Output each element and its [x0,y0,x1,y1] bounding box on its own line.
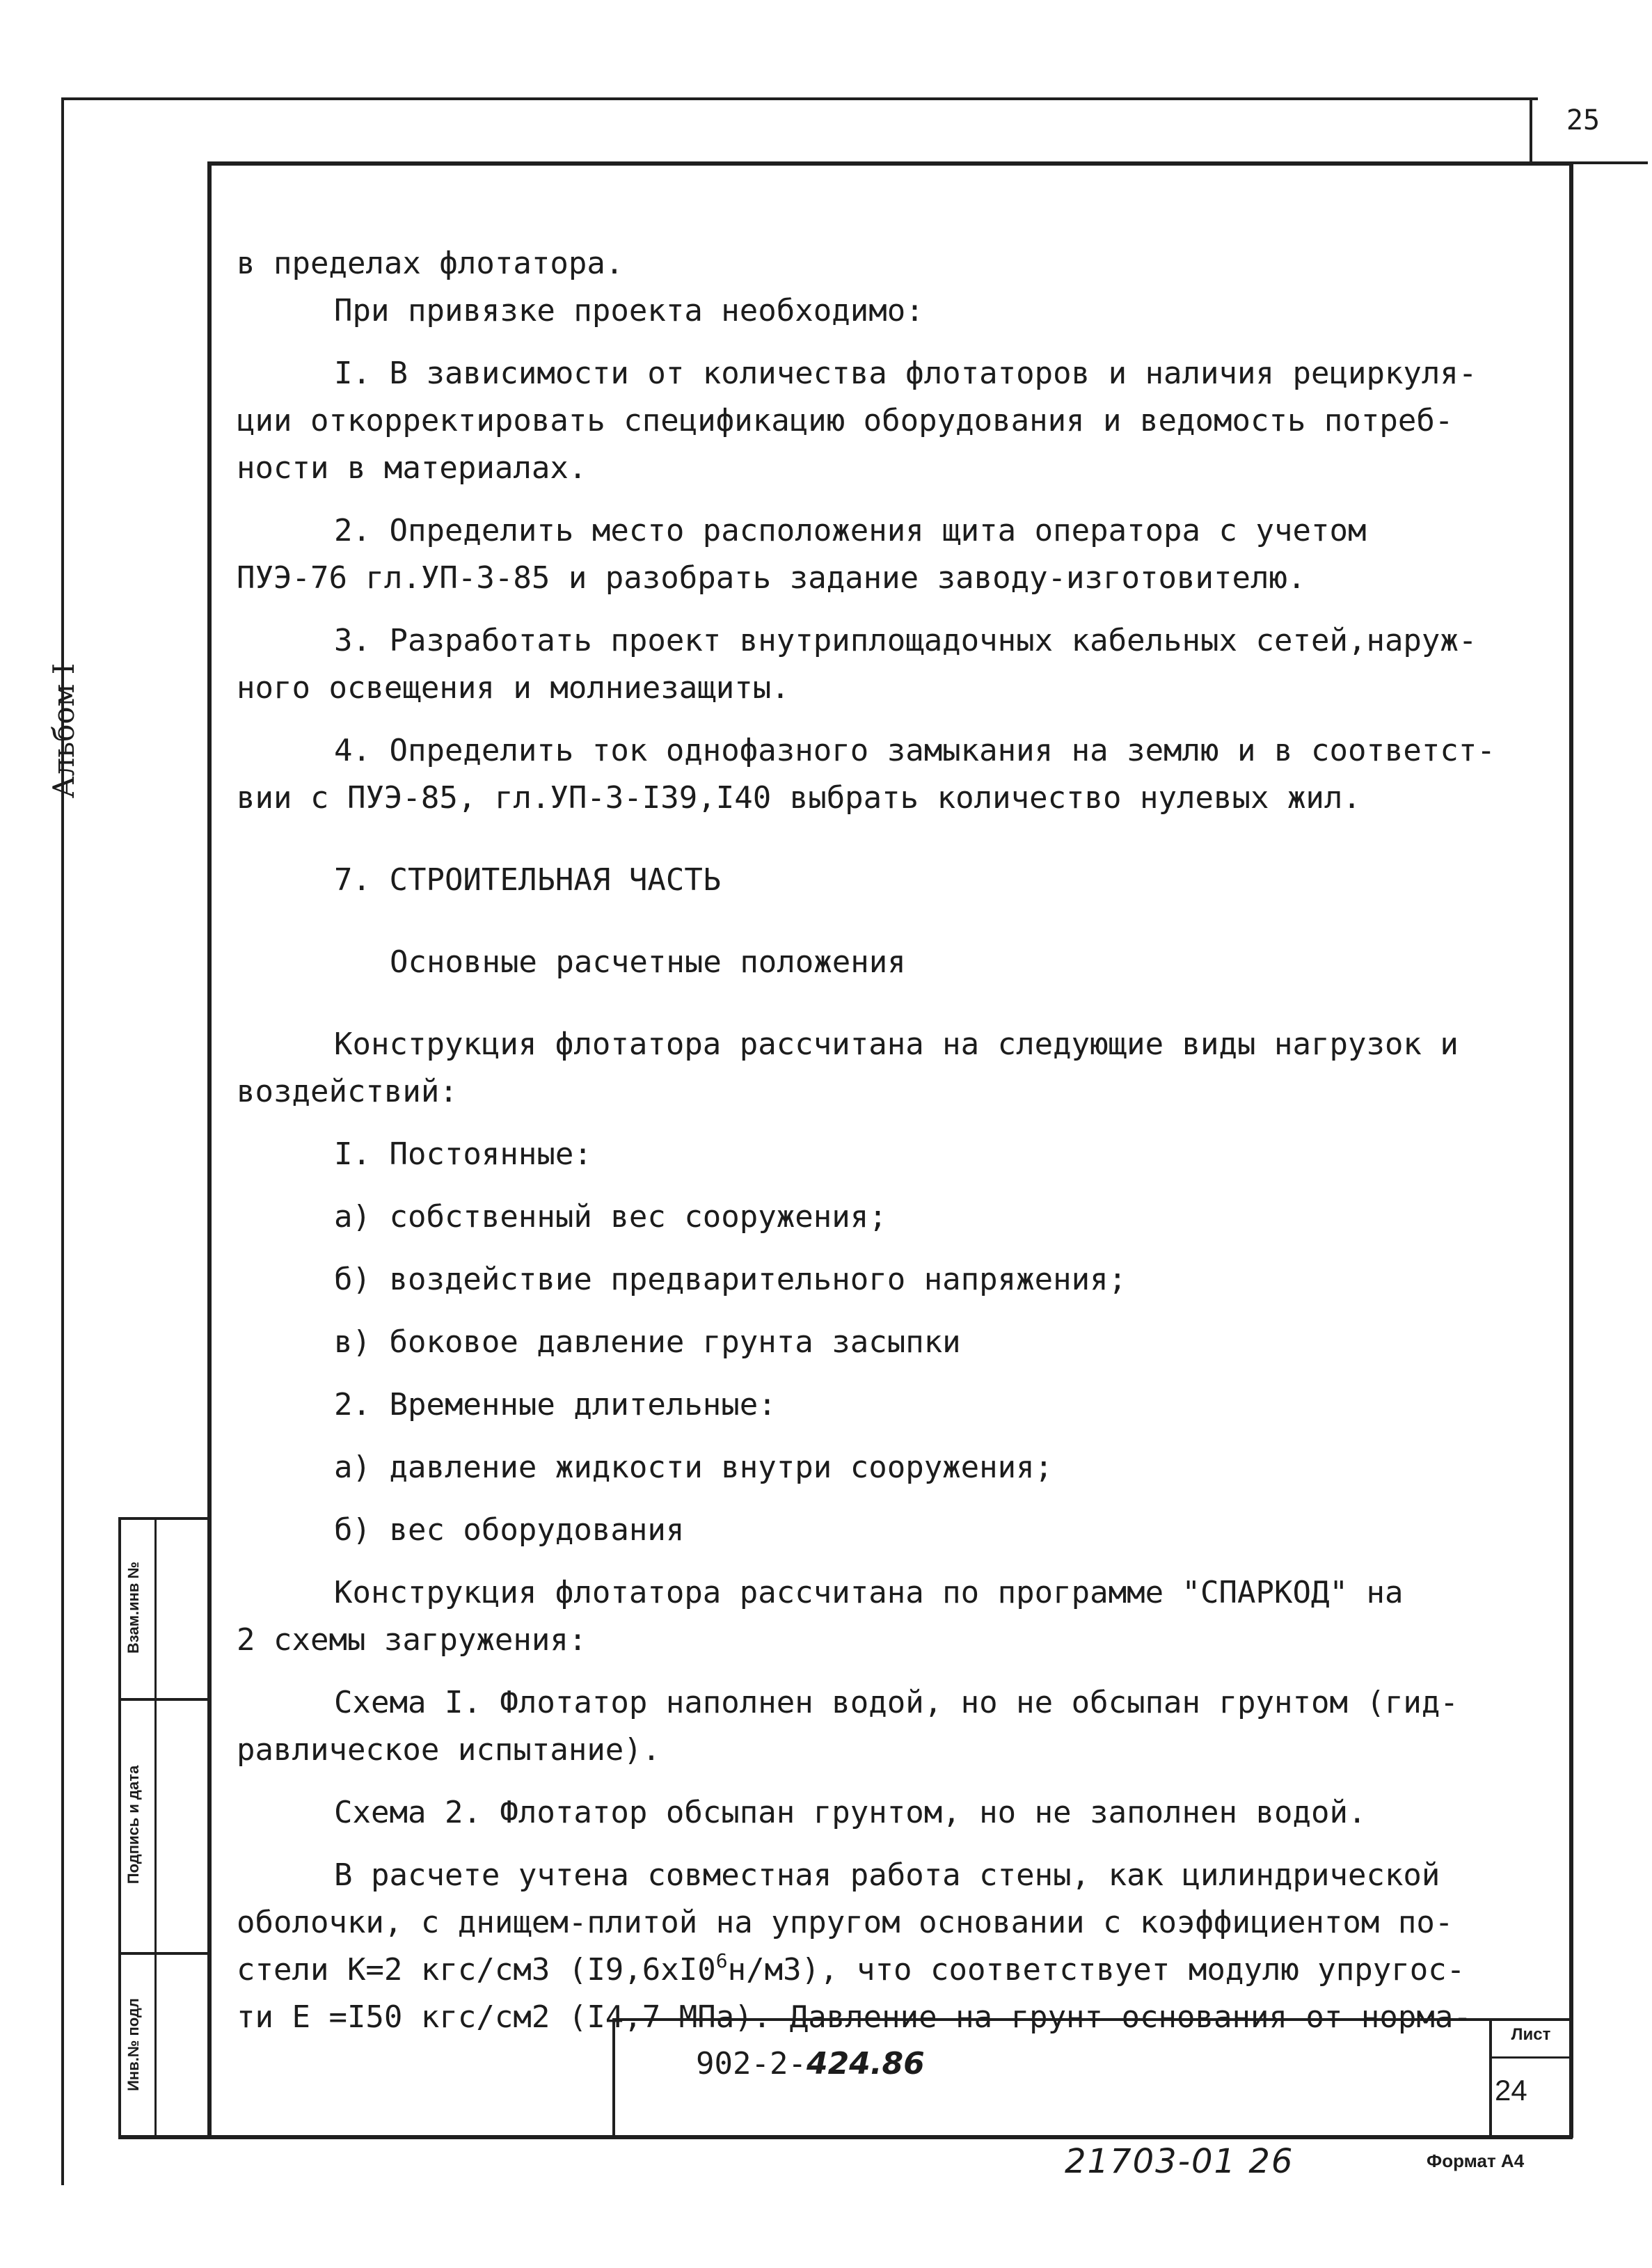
list-item: 2. Временные длительные: [334,1387,777,1422]
stamp-divider-1 [118,1698,210,1701]
frame-left-line [207,161,212,2138]
body-line: Схема 2. Флотатор обсыпан грунтом, но не заполнен водой. [334,1795,1367,1830]
body-line: Конструкция флотатора рассчитана на следующие виды нагрузок и [334,1026,1459,1062]
body-line: В расчете учтена совместная работа стены, как цилиндрической [334,1857,1440,1893]
outer-top-line [63,97,1538,100]
list-item: б) вес оборудования [334,1512,685,1548]
outer-left-line [61,97,64,2185]
body-line: воздействий: [237,1074,458,1109]
list-item: а) давление жидкости внутри сооружения; [334,1450,1054,1485]
body-line: ПУЭ-76 гл.УП-3-85 и разобрать задание заводу-изготовителю. [237,560,1306,596]
format-label: Формат А4 [1427,2150,1525,2171]
body-line: ти Е =I50 кгс/см2 (I4,7 МПа). Давление на грунт основания от норма- [237,1999,1472,2035]
frame-right-line [1569,161,1573,2138]
section-title: 7. СТРОИТЕЛЬНАЯ ЧАСТЬ [334,862,722,898]
body-line: 2. Определить место расположения щита оператора с учетом [334,513,1367,548]
list-item: I. Постоянные: [334,1136,592,1172]
document-code [696,2046,925,2081]
body-text [237,240,1559,2041]
body-line: Конструкция флотатора рассчитана по программе "СПАРКОД" на [334,1575,1404,1610]
frame-bottom-line [118,2135,1573,2139]
stamp-label-original-inventory: Инв.№ подл [125,1998,142,2091]
body-line: Схема I. Флотатор наполнен водой, но не обсыпан грунтом (гид- [334,1685,1459,1720]
body-line-with-exponent [237,1946,1559,1994]
body-line: оболочки, с днищем-плитой на упругом основании с коэффициентом по- [237,1905,1454,1940]
list-item: а) собственный вес сооружения; [334,1199,887,1235]
list-item: в) боковое давление грунта засыпки [334,1324,961,1360]
stamp-label-signature-date: Подпись и дата [125,1765,142,1885]
body-line: равлическое испытание). [237,1732,661,1768]
album-label: Альбом I [47,663,81,799]
subsection-title: Основные расчетные положения [390,944,906,980]
sheet-number: 24 [1495,2074,1527,2107]
coefficient-text-continued: н/м3), что соответствует модулю упругос- [727,1952,1466,1988]
body-line: 3. Разработать проект внутриплощадочных кабельных сетей,наруж- [334,623,1477,658]
stamp-inner-line [154,1517,157,2138]
body-line: I. В зависимости от количества флотаторов и наличия рециркуля- [334,356,1477,391]
body-line: 2 схемы загружения: [237,1622,587,1658]
body-line: ции откорректировать спецификацию оборудования и ведомость потреб- [237,403,1454,438]
list-item: б) воздействие предварительного напряжения; [334,1262,1127,1297]
sheet-top-number: 25 [1566,104,1601,136]
body-line: 4. Определить ток однофазного замыкания на землю и в соответст- [334,733,1495,768]
sheet-label: Лист [1511,2025,1551,2044]
document-code-prefix: 902-2- [696,2046,807,2081]
stamp-label-replacement-inventory: Взам.инв № [125,1561,142,1654]
frame-top-line [209,161,1573,166]
coefficient-text: стели К=2 кгс/см3 (I9,6хI0 [237,1952,716,1988]
exponent: 6 [715,1949,728,1972]
archive-number: 21703-01 26 [1065,2142,1294,2181]
body-line: При привязке проекта необходимо: [334,293,924,328]
body-line: в пределах флотатора. [237,246,624,281]
sheet-cell-divider [1489,2056,1573,2059]
body-line: ности в материалах. [237,450,587,486]
body-line: вии с ПУЭ-85, гл.УП-3-I39,I40 выбрать количество нулевых жил. [237,780,1361,816]
document-code-number: 424.86 [806,2046,925,2081]
body-line: ного освещения и молниезащиты. [237,670,790,706]
